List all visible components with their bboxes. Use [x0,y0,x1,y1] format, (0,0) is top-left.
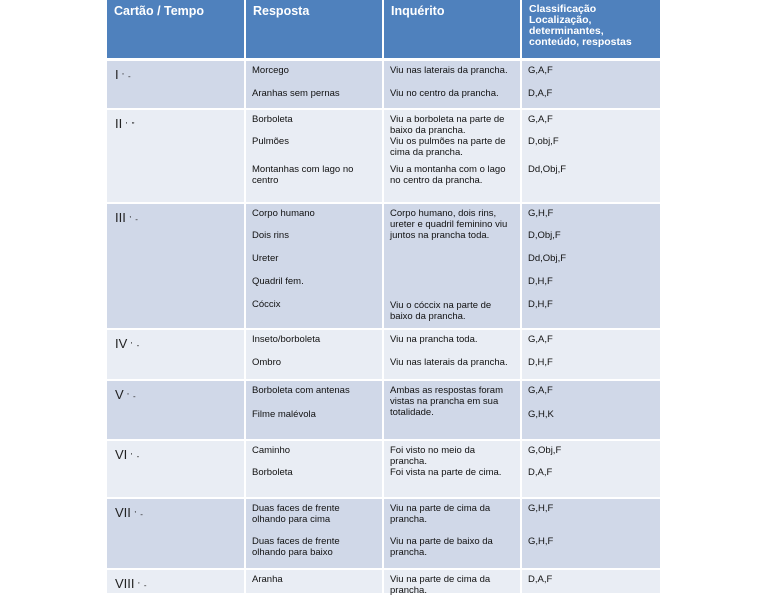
card-number: VI [115,447,128,462]
card-cell [107,60,245,110]
classification-text: G,H,F [528,208,554,219]
classification-text: G,H,K [528,409,554,420]
card-number: VIII [115,576,135,591]
results-table-container [107,0,660,596]
inquiry-text: Viu os pulmões na parte de cima da prancha. [390,136,506,158]
classification-text: D,A,F [528,574,553,585]
classification-cell [521,498,660,569]
classification-text: D,H,F [528,357,553,368]
classification-cell [521,60,660,110]
response-text: Cóccix [252,299,281,310]
classification-cell [521,440,660,498]
table-row [107,203,660,329]
card-time-mark: ' - [129,215,139,224]
card-number: II [115,116,123,131]
table-row [107,329,660,380]
response-text: Morcego [252,65,289,76]
response-text: Borboleta [252,467,293,478]
classification-text: D,A,F [528,88,553,99]
card-time-mark: ' - [130,452,141,461]
response-text: Ureter [252,253,279,264]
inquiry-text: Foi visto no meio da prancha. [390,445,476,467]
response-text: Borboleta [252,114,293,125]
inquiry-cell [383,109,521,203]
inquiry-cell [383,440,521,498]
results-table [107,0,660,595]
inquiry-text: Viu na parte de cima da prancha. [390,574,491,596]
card-cell [107,569,245,594]
inquiry-cell [383,329,521,380]
response-text: Pulmões [252,136,289,147]
header-inquiry: Inquérito [383,0,521,60]
card-number: III [115,210,126,225]
card-time-mark: ' - [130,341,141,350]
card-cell [107,109,245,203]
inquiry-cell [383,569,521,594]
response-text: Quadril fem. [252,276,304,287]
header-classification-line: conteúdo, respostas [529,36,632,48]
response-cell [245,329,383,380]
card-cell [107,203,245,329]
table-row [107,440,660,498]
classification-text: G,A,F [528,334,553,345]
inquiry-text: Viu nas laterais da prancha. [390,65,508,76]
response-cell [245,498,383,569]
card-cell [107,380,245,440]
header-classification [521,0,660,60]
card-number: V [115,387,124,402]
table-row [107,498,660,569]
response-cell [245,203,383,329]
response-cell [245,569,383,594]
inquiry-text: Foi vista na parte de cima. [390,467,502,478]
header-card-time: Cartão / Tempo [107,0,245,60]
table-row [107,60,660,110]
card-time-mark: ' - [138,581,148,590]
response-text: Duas faces de frente olhando para cima [252,503,340,525]
classification-text: D,Obj,F [528,230,561,241]
classification-text: G,A,F [528,114,553,125]
header-row [107,0,660,60]
response-text: Duas faces de frente olhando para baixo [252,536,340,558]
response-text: Aranhas sem pernas [252,88,340,99]
inquiry-text: Viu a montanha com o lago no centro da prancha. [390,164,506,186]
inquiry-cell [383,380,521,440]
card-cell [107,440,245,498]
inquiry-text: Viu no centro da prancha. [390,88,499,99]
card-number: I [115,67,119,82]
inquiry-cell [383,60,521,110]
inquiry-text: Viu na prancha toda. [390,334,478,345]
response-text: Aranha [252,574,283,585]
response-cell [245,440,383,498]
table-body [107,60,660,595]
response-cell [245,380,383,440]
table-row [107,380,660,440]
inquiry-text: Ambas as respostas foram vistas na prancha em sua totalidade. [390,385,503,418]
card-time-mark: ' - [134,510,144,519]
classification-cell [521,569,660,594]
classification-text: Dd,Obj,F [528,253,567,264]
card-number: IV [115,336,128,351]
card-cell [107,498,245,569]
card-time-mark: ' - [127,392,137,401]
inquiry-cell [383,498,521,569]
classification-cell [521,109,660,203]
inquiry-cell [383,203,521,329]
response-cell [245,60,383,110]
card-time-mark: ' " [125,121,136,130]
classification-text: D,H,F [528,276,553,287]
classification-cell [521,329,660,380]
classification-text: G,H,F [528,536,554,547]
classification-text: G,A,F [528,65,553,76]
card-time-mark: ' - [122,72,132,81]
classification-cell [521,380,660,440]
table-row [107,109,660,203]
inquiry-text: Viu na parte de baixo da prancha. [390,536,493,558]
classification-text: G,H,F [528,503,554,514]
card-cell [107,329,245,380]
inquiry-text: Viu nas laterais da prancha. [390,357,508,368]
classification-text: D,A,F [528,467,553,478]
table-row [107,569,660,594]
classification-text: G,A,F [528,385,553,396]
response-text: Montanhas com lago no centro [252,164,354,186]
card-number: VII [115,505,131,520]
response-text: Filme malévola [252,409,316,420]
response-text: Ombro [252,357,282,368]
response-text: Inseto/borboleta [252,334,321,345]
header-classification-line: Classificação [529,3,597,15]
classification-text: D,H,F [528,299,553,310]
response-text: Corpo humano [252,208,315,219]
inquiry-text: Viu a borboleta na parte de baixo da prancha. [390,114,505,136]
classification-text: D,obj,F [528,136,559,147]
classification-text: Dd,Obj,F [528,164,567,175]
inquiry-text: Viu o cóccix na parte de baixo da prancha. [390,300,492,322]
response-text: Caminho [252,445,291,456]
header-classification-line: determinantes, [529,25,604,37]
inquiry-text: Corpo humano, dois rins, ureter e quadril feminino viu juntos na prancha toda. [390,208,508,241]
classification-text: G,Obj,F [528,445,562,456]
header-response: Resposta [245,0,383,60]
response-text: Borboleta com antenas [252,385,350,396]
inquiry-text: Viu na parte de cima da prancha. [390,503,491,525]
response-text: Dois rins [252,230,289,241]
classification-cell [521,203,660,329]
header-classification-line: Localização, [529,14,592,26]
response-cell [245,109,383,203]
